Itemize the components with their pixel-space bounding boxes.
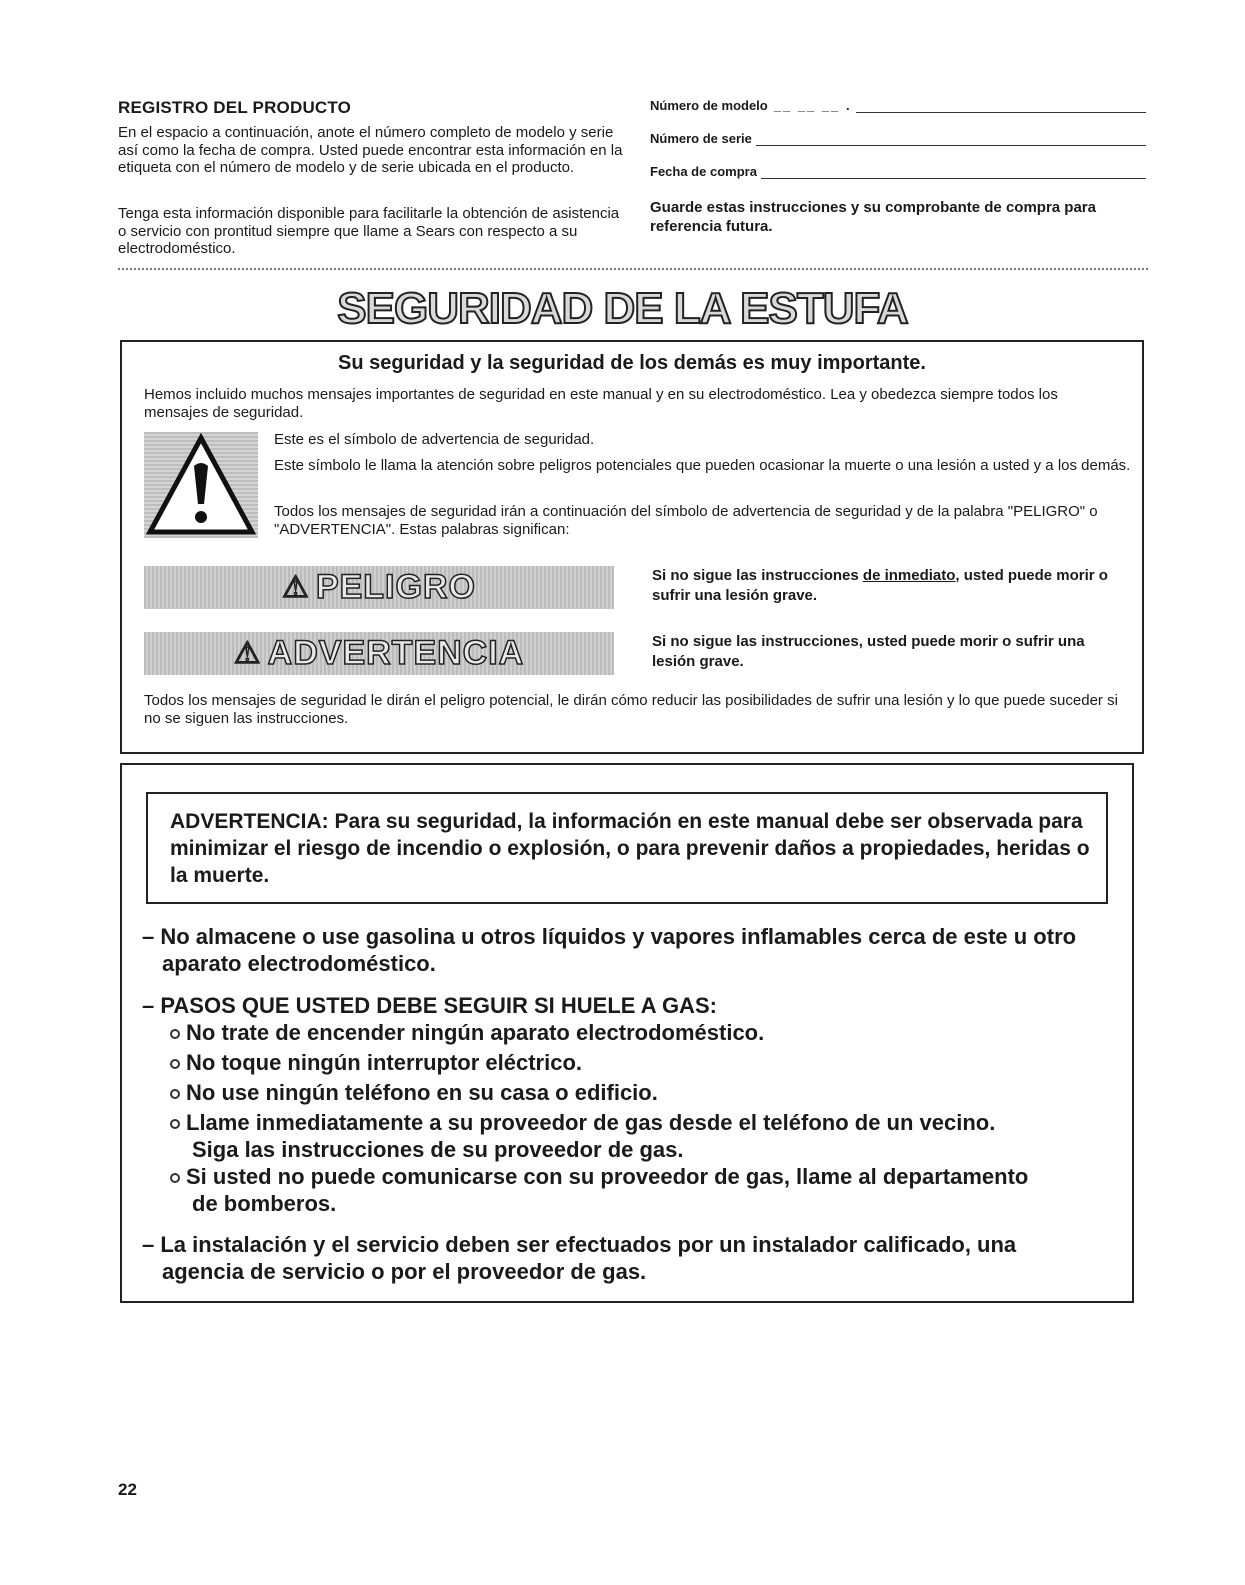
warning-line-gas-steps: – PASOS QUE USTED DEBE SEGUIR SI HUELE A GAS: [142, 993, 717, 1018]
safety-summary: Todos los mensajes de seguridad le dirán el peligro potencial, le dirán cómo reducir las posibilidades de sufrir una lesión y lo que puede suceder si no se siguen las instrucciones. [144, 692, 1118, 727]
purchase-date-line [761, 166, 1146, 179]
serial-number-label: Número de serie [650, 131, 752, 146]
safety-alert-icon [144, 432, 258, 538]
registro-paragraph-2: Tenga esta información disponible para facilitarle la obtención de asistencia o servicio con prontitud siempre que llame a Sears con respecto a su electrodoméstico. [118, 205, 620, 257]
model-number-line [856, 100, 1146, 113]
registro-paragraph-1: En el espacio a continuación, anote el número completo de modelo y serie así como la fecha de compra. Usted puede encontrar esta información en la etiqueta con el número de modelo y de serie ubicada en el producto. [118, 124, 623, 176]
symbol-text-1: Este es el símbolo de advertencia de seguridad. [274, 431, 595, 448]
gas-step-item: No use ningún teléfono en su casa o edificio. [170, 1079, 1120, 1106]
bullet-icon [170, 1059, 180, 1069]
safety-intro: Hemos incluido muchos mensajes importantes de seguridad en este manual y en su electrodoméstico. Lea y obedezca siempre todos los mensajes de seguridad. [144, 386, 1058, 421]
section-divider [118, 268, 1148, 270]
model-number-blanks: __ __ __ . [773, 98, 852, 113]
warning-line-storage: – No almacene o use gasolina u otros líquidos y vapores inflamables cerca de este u otro aparato electrodoméstico. [142, 924, 1077, 976]
keep-instructions-note: Guarde estas instrucciones y su comprobante de compra para referencia futura. [650, 199, 1096, 235]
purchase-date-label: Fecha de compra [650, 164, 757, 179]
peligro-banner [144, 566, 614, 609]
bullet-icon [170, 1089, 180, 1099]
symbol-text-3: Todos los mensajes de seguridad irán a continuación del símbolo de advertencia de seguridad y de la palabra "PELIGRO" o "ADVERTENCIA". Estas palabras significan: [274, 503, 1098, 538]
bullet-icon [170, 1173, 180, 1183]
gas-step-item: Si usted no puede comunicarse con su proveedor de gas, llame al departamento de bomberos. [170, 1163, 1120, 1217]
serial-number-field[interactable] [650, 131, 1146, 146]
safety-box [120, 340, 1144, 754]
bullet-icon [170, 1029, 180, 1039]
page-title: SEGURIDAD DE LA ESTUFA [337, 284, 908, 333]
advertencia-boxed-text: ADVERTENCIA: Para su seguridad, la información en este manual debe ser observada para minimizar el riesgo de incendio o explosión, o para prevenir daños a propiedades, heridas o la muerte. [146, 792, 1108, 904]
model-number-field[interactable] [650, 98, 1146, 113]
bullet-icon [170, 1119, 180, 1129]
advertencia-banner [144, 632, 614, 675]
registro-heading: REGISTRO DEL PRODUCTO [118, 98, 352, 117]
purchase-date-field[interactable] [650, 164, 1146, 179]
symbol-text-2: Este símbolo le llama la atención sobre peligros potenciales que pueden ocasionar la muerte o una lesión a usted y a los demás. [274, 457, 1131, 474]
gas-step-item: No toque ningún interruptor eléctrico. [170, 1049, 1120, 1076]
gas-warning-box [120, 763, 1134, 1303]
serial-number-line [756, 133, 1146, 146]
peligro-description: Si no sigue las instrucciones de inmediato, usted puede morir o sufrir una lesión grave. [652, 567, 1108, 604]
advertencia-label: ADVERTENCIA [267, 634, 525, 672]
advertencia-description: Si no sigue las instrucciones, usted puede morir o sufrir una lesión grave. [652, 633, 1085, 670]
safety-heading: Su seguridad y la seguridad de los demás es muy importante. [338, 352, 926, 374]
model-number-label: Número de modelo [650, 98, 768, 113]
gas-step-item: No trate de encender ningún aparato electrodoméstico. [170, 1019, 1120, 1046]
warning-triangle-icon: ⚠ [233, 637, 262, 670]
page-number: 22 [118, 1480, 137, 1499]
warning-line-installation: – La instalación y el servicio deben ser efectuados por un instalador calificado, una agencia de servicio o por el proveedor de gas. [142, 1232, 1017, 1284]
peligro-label: PELIGRO [315, 568, 476, 606]
warning-triangle-icon: ⚠ [282, 571, 310, 604]
gas-step-item: Llame inmediatamente a su proveedor de gas desde el teléfono de un vecino. Siga las instrucciones de su proveedor de gas. [170, 1109, 1120, 1163]
